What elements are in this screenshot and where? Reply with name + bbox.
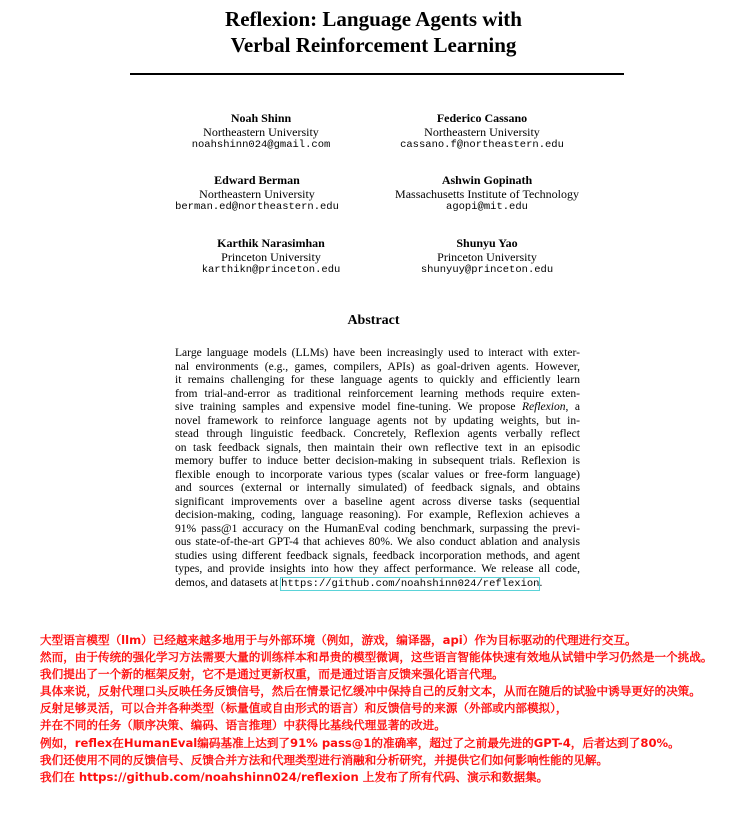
- translation-line: 大型语言模型（llm）已经越来越多地用于与外部环境（例如，游戏，编译器，api）作为目标驱动的代理进行交互。: [40, 633, 637, 647]
- author-name: Ashwin Gopinath: [441, 173, 533, 187]
- author-affiliation: Princeton University: [221, 249, 321, 264]
- abstract-line: studies using different feedback signals, feedback incorporation methods, and agent: [175, 549, 580, 562]
- author-email: shunyuy@princeton.edu: [420, 264, 554, 276]
- translation-line: 然而，由于传统的强化学习方法需要大量的训练样本和昂贵的模型微调，这些语言智能体快速有效地从试错中学习仍然是一个挑战。: [40, 650, 713, 665]
- abstract-line: decision-making, coding, language reasoning). For example, Reflexion achieves a: [175, 509, 580, 522]
- abstract-line: stead through linguistic feedback. Concretely, Reflexion agents verbally reflect: [175, 428, 580, 441]
- title-divider: [130, 73, 624, 75]
- abstract-body: [175, 347, 580, 590]
- abstract-line: on task feedback signals, then maintain their own reflective text in an episodic: [175, 441, 580, 454]
- paper-title-line-1: Reflexion: Language Agents with: [225, 7, 522, 31]
- author-affiliation: Massachusetts Institute of Technology: [395, 186, 579, 201]
- author-affiliation: Princeton University: [437, 249, 537, 264]
- abstract-line: novel framework to reinforce language agents not by updating weights, but in-: [175, 414, 580, 427]
- author-affiliation: Northeastern University: [424, 124, 540, 139]
- abstract-line: from trial-and-error as traditional reinforcement learning methods require exten-: [175, 387, 580, 400]
- abstract-line: flexible enough to incorporate various types (scalar values or free-form language): [175, 468, 580, 481]
- repository-link[interactable]: https://github.com/noahshinn024/reflexion: [281, 577, 540, 590]
- abstract-line: [175, 577, 580, 591]
- abstract-line: 91% pass@1 accuracy on the HumanEval coding benchmark, surpassing the previ-: [175, 522, 580, 535]
- abstract-line: and sources (external or internally simulated) of feedback signals, and obtains: [175, 482, 580, 495]
- author-affiliation: Northeastern University: [199, 186, 315, 201]
- author-name: Edward Berman: [214, 173, 300, 187]
- abstract-line: nal environments (e.g., games, compilers, APIs) as goal-driven agents. However,: [175, 360, 580, 373]
- abstract-line: [175, 401, 580, 415]
- abstract-line: types, and provide insights into how they affect performance. We release all code,: [175, 563, 580, 576]
- author-name: Noah Shinn: [230, 111, 292, 125]
- translation-line: 具体来说，反射代理口头反映任务反馈信号，然后在情景记忆缓冲中保持自己的反射文本，从而在随后的试验中诱导更好的决策。: [40, 684, 701, 699]
- translation-line: 并在不同的任务（顺序决策、编码、语言推理）中获得比基线代理显著的改进。: [40, 718, 446, 733]
- translation-line: 反射足够灵活，可以合并各种类型（标量值或自由形式的语言）和反馈信号的来源（外部或内部模拟），: [40, 701, 568, 716]
- translation-line: 我们还使用不同的反馈信号、反馈合并方法和代理类型进行消融和分析研究，并提供它们如何影响性能的见解。: [40, 752, 609, 767]
- abstract-line: memory buffer to induce better decision-making in subsequent trials. Reflexion is: [175, 455, 580, 468]
- translation-line: 我们在 https://github.com/noahshinn024/reflexion 上发布了所有代码、演示和数据集。: [40, 769, 549, 784]
- author-name: Federico Cassano: [436, 111, 528, 125]
- abstract-line: Large language models (LLMs) have been increasingly used to interact with exter-: [175, 347, 580, 359]
- author-email: noahshinn024@gmail.com: [191, 139, 331, 151]
- abstract-line: it remains challenging for these language agents to quickly and efficiently learn: [175, 374, 580, 387]
- author-block: [357, 174, 617, 215]
- abstract-line: significant improvements over a baseline agent across diverse tasks (sequential: [175, 495, 580, 508]
- author-email: karthikn@princeton.edu: [201, 264, 341, 276]
- author-email: agopi@mit.edu: [446, 201, 528, 213]
- paper-title-line-2: Verbal Reinforcement Learning: [230, 33, 517, 57]
- abstract-line-text: , a: [565, 401, 580, 414]
- author-block: [357, 237, 617, 278]
- abstract-line: ous state-of-the-art GPT-4 that achieves 80%. We also conduct ablation and analysis: [175, 536, 580, 549]
- author-name: Shunyu Yao: [456, 236, 518, 250]
- abstract-heading: Abstract: [347, 313, 400, 328]
- abstract-line-text: sive training samples and expensive model fine-tuning. We propose: [175, 401, 522, 414]
- author-affiliation: Northeastern University: [203, 124, 319, 139]
- translation-line: 我们提出了一个新的框架反射，它不是通过更新权重，而是通过语言反馈来强化语言代理。: [40, 667, 504, 682]
- chinese-translation: [40, 632, 740, 786]
- author-email: berman.ed@northeastern.edu: [175, 201, 339, 213]
- author-name: Karthik Narasimhan: [217, 236, 325, 250]
- abstract-line-text: .: [539, 576, 543, 589]
- method-name-emphasis: Reflexion: [521, 401, 566, 414]
- paper-title: [0, 6, 747, 58]
- translation-line: 例如，reflex在HumanEval编码基准上达到了91% pass@1的准确率，超过了之前最先进的GPT-4，后者达到了80%。: [40, 735, 680, 750]
- author-email: cassano.f@northeastern.edu: [400, 139, 564, 151]
- author-block: [127, 174, 387, 215]
- abstract-line-text: demos, and datasets at: [175, 576, 282, 589]
- author-block: [352, 112, 612, 153]
